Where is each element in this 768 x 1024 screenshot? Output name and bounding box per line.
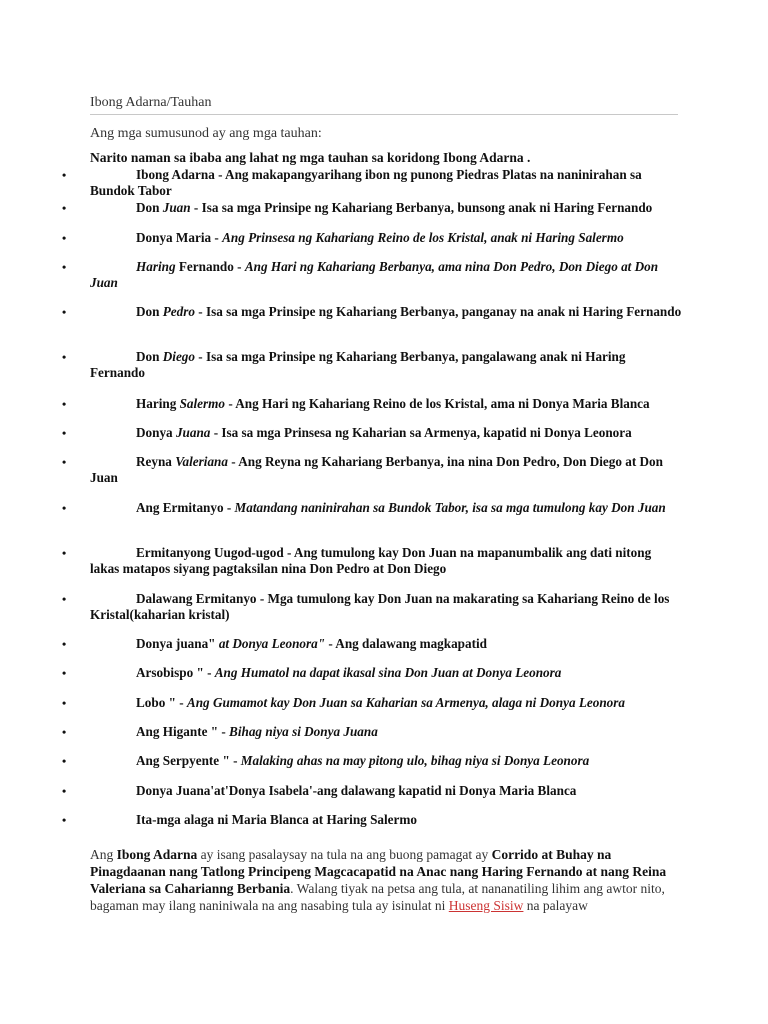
italic-text: Ang Gumamot kay Don Juan sa Kaharian sa Armenya, alaga ni Donya Leonora (186, 695, 625, 710)
text-segment: Ita-mga alaga ni Maria Blanca at Haring Salermo (136, 812, 417, 827)
text-segment: Don (136, 200, 163, 215)
bullet-icon: • (62, 725, 67, 739)
italic-text: Ang Hari ng Kahariang Berbanya, ama nina Don Pedro, Don Diego at Don Juan (90, 259, 659, 290)
italic-text: Valeriana (175, 454, 228, 469)
text-segment: - Ang dalawang magkapatid (325, 636, 487, 651)
italic-text: Juana (175, 425, 211, 440)
bullet-icon: • (62, 754, 67, 768)
list-item-text (62, 724, 682, 740)
bullet-icon: • (62, 397, 67, 411)
list-item-text (62, 665, 682, 681)
footer-text: Ang (90, 847, 117, 862)
list-item-text (62, 812, 682, 828)
footer-text: na palayaw (523, 898, 588, 913)
author-link[interactable]: Huseng Sisiw (448, 898, 524, 913)
italic-text: Pedro (162, 304, 195, 319)
list-item (62, 753, 682, 769)
bullet-icon: • (62, 592, 67, 606)
bullet-icon: • (62, 260, 67, 274)
list-item-text (62, 591, 682, 623)
list-item-text (62, 545, 682, 577)
text-segment: Haring (136, 396, 180, 411)
text-segment: Ang Higante " - (136, 724, 230, 739)
footer-bold-title: Ibong Adarna (116, 847, 198, 862)
text-segment: Ang Ermitanyo - (136, 500, 235, 515)
list-item-text (62, 259, 682, 291)
text-segment: - Isa sa mga Prinsipe ng Kahariang Berbanya, pangalawang anak ni Haring Fernando (90, 349, 626, 380)
list-item-text (62, 349, 682, 381)
italic-text: Matandang naninirahan sa Bundok Tabor, isa sa mga tumulong kay Don Juan (234, 500, 666, 515)
bullet-icon: • (62, 426, 67, 440)
bullet-icon: • (62, 546, 67, 560)
bullet-icon: • (62, 201, 67, 215)
list-item (62, 230, 682, 246)
bullet-icon: • (62, 696, 67, 710)
list-item-text (62, 753, 682, 769)
bullet-icon: • (62, 231, 67, 245)
text-segment: Arsobispo " - (136, 665, 215, 680)
italic-text: Bihag niya si Donya Juana (229, 724, 378, 739)
bullet-icon: • (62, 666, 67, 680)
footer-bold-full-title: Corrido at Buhay na Pinagdaanan nang Tatlong Principeng Magcacapatid na Anac nang Haring Fernando at nang Reina Valeriana sa Caharianng Berbania (90, 847, 667, 896)
italic-text: Ang Prinsesa ng Kahariang Reino de los Kristal, anak ni Haring Salermo (222, 230, 624, 245)
list-item-text (62, 396, 682, 412)
list-item (62, 545, 682, 577)
text-segment: Dalawang Ermitanyo - Mga tumulong kay Don Juan na makarating sa Kahariang Reino de los Kristal(kaharian kristal) (90, 591, 670, 622)
italic-text: Haring (136, 259, 176, 274)
footer-text: ay isang pasalaysay na tula na ang buong pamagat ay (197, 847, 492, 862)
list-item (62, 695, 682, 711)
list-item-text (62, 695, 682, 711)
list-item (62, 425, 682, 441)
bullet-icon: • (62, 305, 67, 319)
text-segment: Fernando - (175, 259, 245, 274)
list-item (62, 259, 682, 291)
list-item-text (62, 636, 682, 652)
bullet-icon: • (62, 637, 67, 651)
text-segment: Don (136, 349, 163, 364)
text-segment: Ang Serpyente " - (136, 753, 241, 768)
list-item (62, 724, 682, 740)
footer-paragraph (90, 846, 678, 914)
list-item-text (62, 454, 682, 486)
text-segment: - Isa sa mga Prinsipe ng Kahariang Berbanya, panganay na anak ni Haring Fernando (194, 304, 682, 319)
list-item (62, 783, 682, 799)
list-item-text (62, 783, 682, 799)
list-item-text (62, 425, 682, 441)
list-item (62, 591, 682, 623)
text-segment: Donya Maria - (136, 230, 223, 245)
italic-text: at Donya Leonora" (218, 636, 326, 651)
list-item (62, 167, 682, 199)
bullet-icon: • (62, 168, 67, 182)
bullet-icon: • (62, 455, 67, 469)
footer-text: . Walang tiyak na petsa ang tula, at nananatiling lihim ang awtor nito, bagaman may ilang naniniwala na ang nasabing tula ay isinulat ni (90, 881, 665, 913)
italic-text: Ang Humatol na dapat ikasal sina Don Juan at Donya Leonora (214, 665, 562, 680)
list-item-text (62, 200, 682, 216)
list-item (62, 349, 682, 381)
page-title: Ibong Adarna/Tauhan (90, 95, 678, 115)
list-item (62, 396, 682, 412)
bullet-icon: • (62, 813, 67, 827)
list-item-text (62, 500, 682, 516)
italic-text: Salermo (179, 396, 226, 411)
section-heading: Narito naman sa ibaba ang lahat ng mga tauhan sa koridong Ibong Adarna . (90, 150, 531, 165)
list-item (62, 636, 682, 652)
list-item (62, 665, 682, 681)
list-item-text (62, 304, 682, 320)
text-segment: Don (136, 304, 163, 319)
text-segment: - Isa sa mga Prinsipe ng Kahariang Berbanya, bunsong anak ni Haring Fernando (190, 200, 653, 215)
list-item (62, 200, 682, 216)
bullet-icon: • (62, 501, 67, 515)
italic-text: Diego (162, 349, 195, 364)
bullet-icon: • (62, 350, 67, 364)
italic-text: Malaking ahas na may pitong ulo, bihag niya si Donya Leonora (240, 753, 590, 768)
list-item (62, 500, 682, 516)
text-segment: Donya Juana'at'Donya Isabela'-ang dalawang kapatid ni Donya Maria Blanca (136, 783, 577, 798)
list-item-text (62, 230, 682, 246)
text-segment: Reyna (136, 454, 176, 469)
list-item (62, 812, 682, 828)
list-item-text (62, 167, 682, 199)
list-item (62, 304, 682, 320)
list-item (62, 454, 682, 486)
text-segment: Ermitanyong Uugod-ugod - Ang tumulong kay Don Juan na mapanumbalik ang dati nitong lakas matapos siyang pagtaksilan nina Don Pedro at Don Diego (90, 545, 652, 576)
text-segment: - Ang Reyna ng Kahariang Berbanya, ina nina Don Pedro, Don Diego at Don Juan (90, 454, 663, 485)
bullet-icon: • (62, 784, 67, 798)
text-segment: Lobo " - (136, 695, 187, 710)
intro-text: Ang mga sumusunod ay ang mga tauhan: (90, 126, 322, 141)
text-segment: - Ang Hari ng Kahariang Reino de los Kristal, ama ni Donya Maria Blanca (225, 396, 650, 411)
text-segment: Donya (136, 425, 176, 440)
italic-text: Juan (162, 200, 191, 215)
text-segment: Ibong Adarna - Ang makapangyarihang ibon ng punong Piedras Platas na naninirahan sa Bundok Tabor (90, 167, 642, 198)
text-segment: Donya juana" (136, 636, 219, 651)
text-segment: - Isa sa mga Prinsesa ng Kaharian sa Armenya, kapatid ni Donya Leonora (210, 425, 632, 440)
